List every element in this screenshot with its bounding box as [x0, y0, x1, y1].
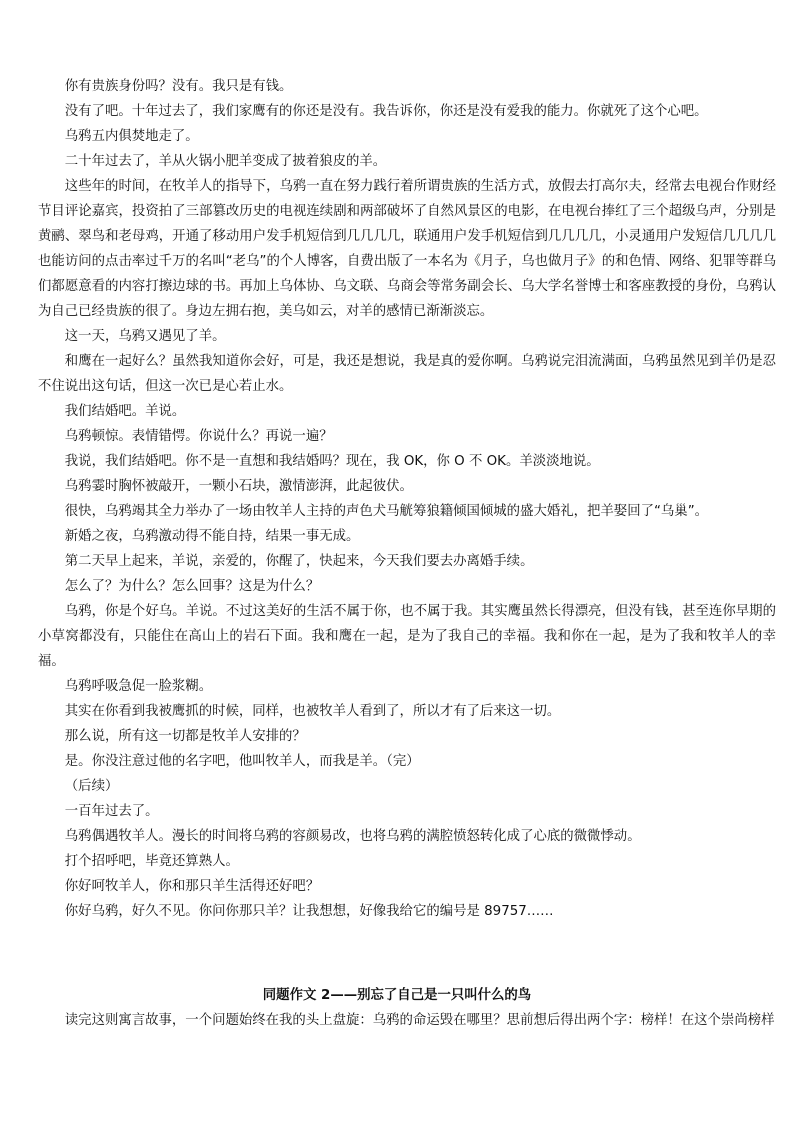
paragraph: 乌鸦，你是个好乌。羊说。不过这美好的生活不属于你，也不属于我。其实鹰虽然长得漂亮，但没有钱，甚至连你早期的小草窝都没有，只能住在高山上的岩石下面。我和鹰在一起，是为了我自己的幸福。我和你在一起，是为了我和牧羊人的幸福。	[38, 604, 776, 669]
paragraph: 怎么了？为什么？怎么回事？这是为什么？	[64, 579, 320, 594]
section-heading: 同题作文 2——别忘了自己是一只叫什么的鸟	[262, 988, 532, 1003]
paragraph: 读完这则寓言故事，一个问题始终在我的头上盘旋：乌鸦的命运毁在哪里？思前想后得出两个字：榜样！在这个崇尚榜样	[64, 1013, 775, 1028]
paragraph: 二十年过去了，羊从火锅小肥羊变成了披着狼皮的羊。	[64, 154, 387, 169]
paragraph: 你好乌鸦，好久不见。你问你那只羊？让我想想，好像我给它的编号是 89757……	[64, 904, 554, 919]
story-body	[38, 74, 776, 924]
paragraph: 没有了吧。十年过去了，我们家鹰有的你还是没有。我告诉你，你还是没有爱我的能力。你就死了这个心吧。	[64, 104, 708, 119]
paragraph: 乌鸦霎时胸怀被敲开，一颗小石块，激情澎湃，此起彼伏。	[64, 479, 413, 494]
paragraph: 你有贵族身份吗？没有。我只是有钱。	[64, 79, 293, 94]
paragraph: 是。你没注意过他的名字吧，他叫牧羊人，而我是羊。（完）	[64, 754, 420, 769]
paragraph: 乌鸦偶遇牧羊人。漫长的时间将乌鸦的容颜易改，也将乌鸦的满腔愤怒转化成了心底的微微悸动。	[64, 829, 641, 844]
paragraph: 那么说，所有这一切都是牧羊人安排的？	[64, 729, 306, 744]
paragraph: 其实在你看到我被鹰抓的时候，同样，也被牧羊人看到了，所以才有了后来这一切。	[64, 704, 561, 719]
paragraph: 我说，我们结婚吧。你不是一直想和我结婚吗？现在，我 OK，你 O 不 OK。羊淡淡地说。	[64, 454, 600, 469]
paragraph: 一百年过去了。	[64, 804, 159, 819]
paragraph: 乌鸦呼吸急促一脸浆糊。	[64, 679, 213, 694]
paragraph: 第二天早上起来，羊说，亲爱的，你醒了，快起来，今天我们要去办离婚手续。	[64, 554, 534, 569]
paragraph: 乌鸦顿惊。表情错愕。你说什么？再说一遍？	[64, 429, 333, 444]
paragraph: 你好呵牧羊人，你和那只羊生活得还好吧？	[64, 879, 320, 894]
paragraph: 这些年的时间，在牧羊人的指导下，乌鸦一直在努力践行着所谓贵族的生活方式，放假去打高尔夫，经常去电视台作财经节目评论嘉宾，投资拍了三部篡改历史的电视连续剧和两部破坏了自然风景区的电影，在电视台捧红了三个超级乌声，分别是黄鹂、翠鸟和老母鸡，开通了移动用户发手机短信到几几几几，联通用户发手机短信到几几几几，小灵通用户发短信几几几几也能访问的点击率过千万的名叫“老乌”的个人博客，自费出版了一本名为《月子，乌也做月子》的和色情、网络、犯罪等群乌们都愿意看的内容打擦边球的书。再加上乌体协、乌文联、乌商会等常务副会长、乌大学名誉博士和客座教授的身份，乌鸦认为自己已经贵族的很了。身边左拥右抱，美乌如云，对羊的感情已渐渐淡忘。	[38, 179, 776, 319]
paragraph: 这一天，乌鸦又遇见了羊。	[64, 329, 226, 344]
paragraph: 我们结婚吧。羊说。	[64, 404, 186, 419]
paragraph: 很快，乌鸦竭其全力举办了一场由牧羊人主持的声色犬马觥筹狼籍倾国倾城的盛大婚礼，把羊娶回了“乌巢”。	[64, 504, 709, 519]
paragraph: 新婚之夜，乌鸦激动得不能自持，结果一事无成。	[64, 529, 360, 544]
next-section-body	[38, 1008, 776, 1033]
paragraph: （后续）	[64, 779, 119, 794]
paragraph: 乌鸦五内俱焚地走了。	[64, 129, 199, 144]
paragraph: 打个招呼吧，毕竟还算熟人。	[64, 854, 239, 869]
paragraph: 和鹰在一起好么？虽然我知道你会好，可是，我还是想说，我是真的爱你啊。乌鸦说完泪流满面，乌鸦虽然见到羊仍是忍不住说出这句话，但这一次已是心若止水。	[38, 354, 776, 394]
